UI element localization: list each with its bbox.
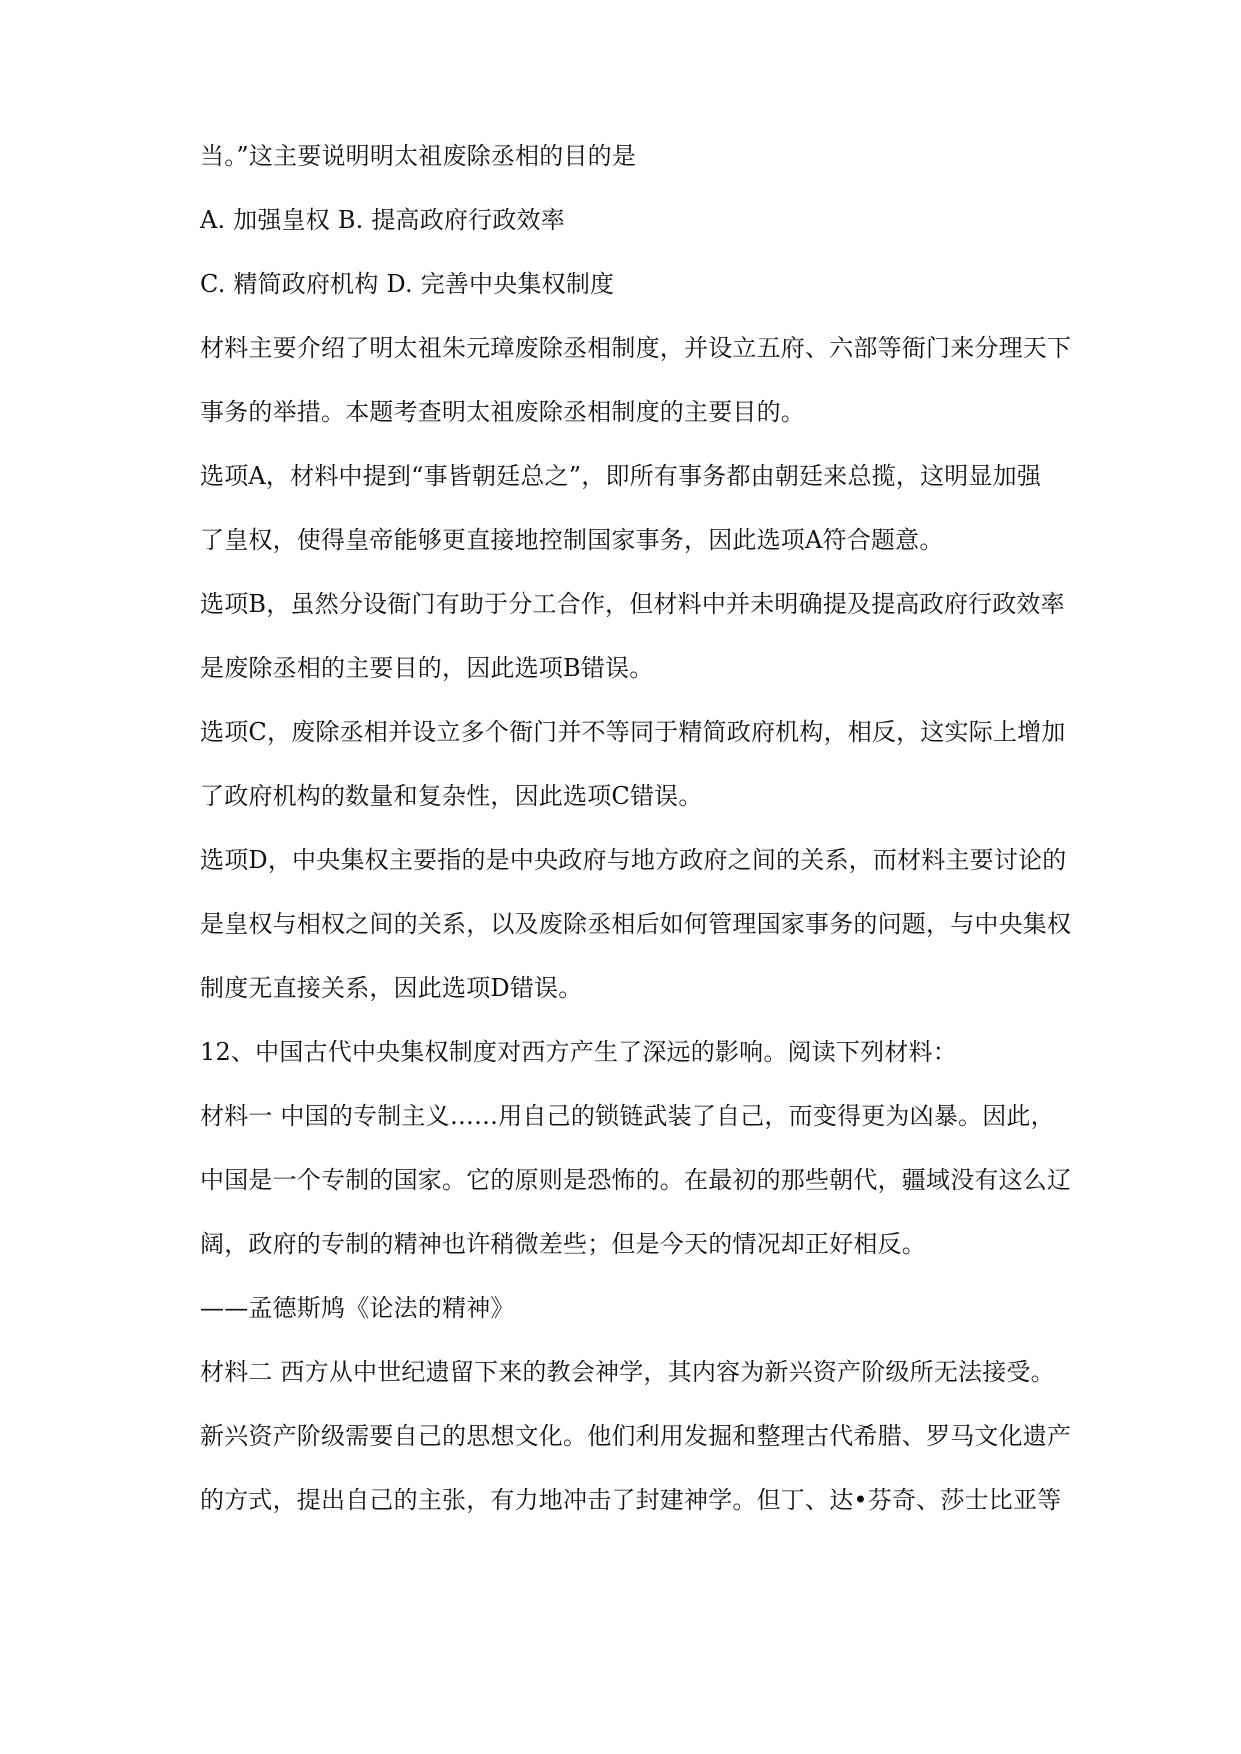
text-line: 阔，政府的专制的精神也许稍微差些；但是今天的情况却正好相反。 xyxy=(200,1230,926,1258)
text-line: 当。”这主要说明明太祖废除丞相的目的是 xyxy=(200,142,637,170)
text-line: 材料二 西方从中世纪遗留下来的教会神学，其内容为新兴资产阶级所无法接受。 xyxy=(200,1358,1055,1386)
text-line: 的方式，提出自己的主张，有力地冲击了封建神学。但丁、达•芬奇、莎士比亚等 xyxy=(200,1486,1062,1514)
text-line: 选项C，废除丞相并设立多个衙门并不等同于精简政府机构，相反，这实际上增加 xyxy=(200,718,1066,746)
option-line-ab: A. 加强皇权 B. 提高政府行政效率 xyxy=(200,206,565,234)
text-line: 制度无直接关系，因此选项D错误。 xyxy=(200,974,583,1002)
citation-line: ——孟德斯鸠《论法的精神》 xyxy=(200,1294,515,1322)
text-line: 中国是一个专制的国家。它的原则是恐怖的。在最初的那些朝代，疆域没有这么辽 xyxy=(200,1166,1072,1194)
text-line: 材料一 中国的专制主义……用自己的锁链武装了自己，而变得更为凶暴。因此， xyxy=(200,1102,1055,1130)
option-line-cd: C. 精简政府机构 D. 完善中央集权制度 xyxy=(200,270,615,298)
text-line: 了政府机构的数量和复杂性，因此选项C错误。 xyxy=(200,782,703,810)
text-line: 是废除丞相的主要目的，因此选项B错误。 xyxy=(200,654,654,682)
text-line: 选项B，虽然分设衙门有助于分工合作，但材料中并未明确提及提高政府行政效率 xyxy=(200,590,1065,618)
text-line: 事务的举措。本题考查明太祖废除丞相制度的主要目的。 xyxy=(200,398,805,426)
text-line: 选项A，材料中提到“事皆朝廷总之”，即所有事务都由朝廷来总揽，这明显加强 xyxy=(200,462,1042,490)
text-line: 是皇权与相权之间的关系，以及废除丞相后如何管理国家事务的问题，与中央集权 xyxy=(200,910,1072,938)
text-line: 了皇权，使得皇帝能够更直接地控制国家事务，因此选项A符合题意。 xyxy=(200,526,944,554)
document-body xyxy=(200,140,1080,1516)
text-line: 材料主要介绍了明太祖朱元璋废除丞相制度，并设立五府、六部等衙门来分理天下 xyxy=(200,334,1072,362)
text-line: 选项D，中央集权主要指的是中央政府与地方政府之间的关系，而材料主要讨论的 xyxy=(200,846,1067,874)
text-line: 新兴资产阶级需要自己的思想文化。他们利用发掘和整理古代希腊、罗马文化遗产 xyxy=(200,1422,1072,1450)
question-heading: 12、中国古代中央集权制度对西方产生了深远的影响。阅读下列材料： xyxy=(200,1038,957,1066)
